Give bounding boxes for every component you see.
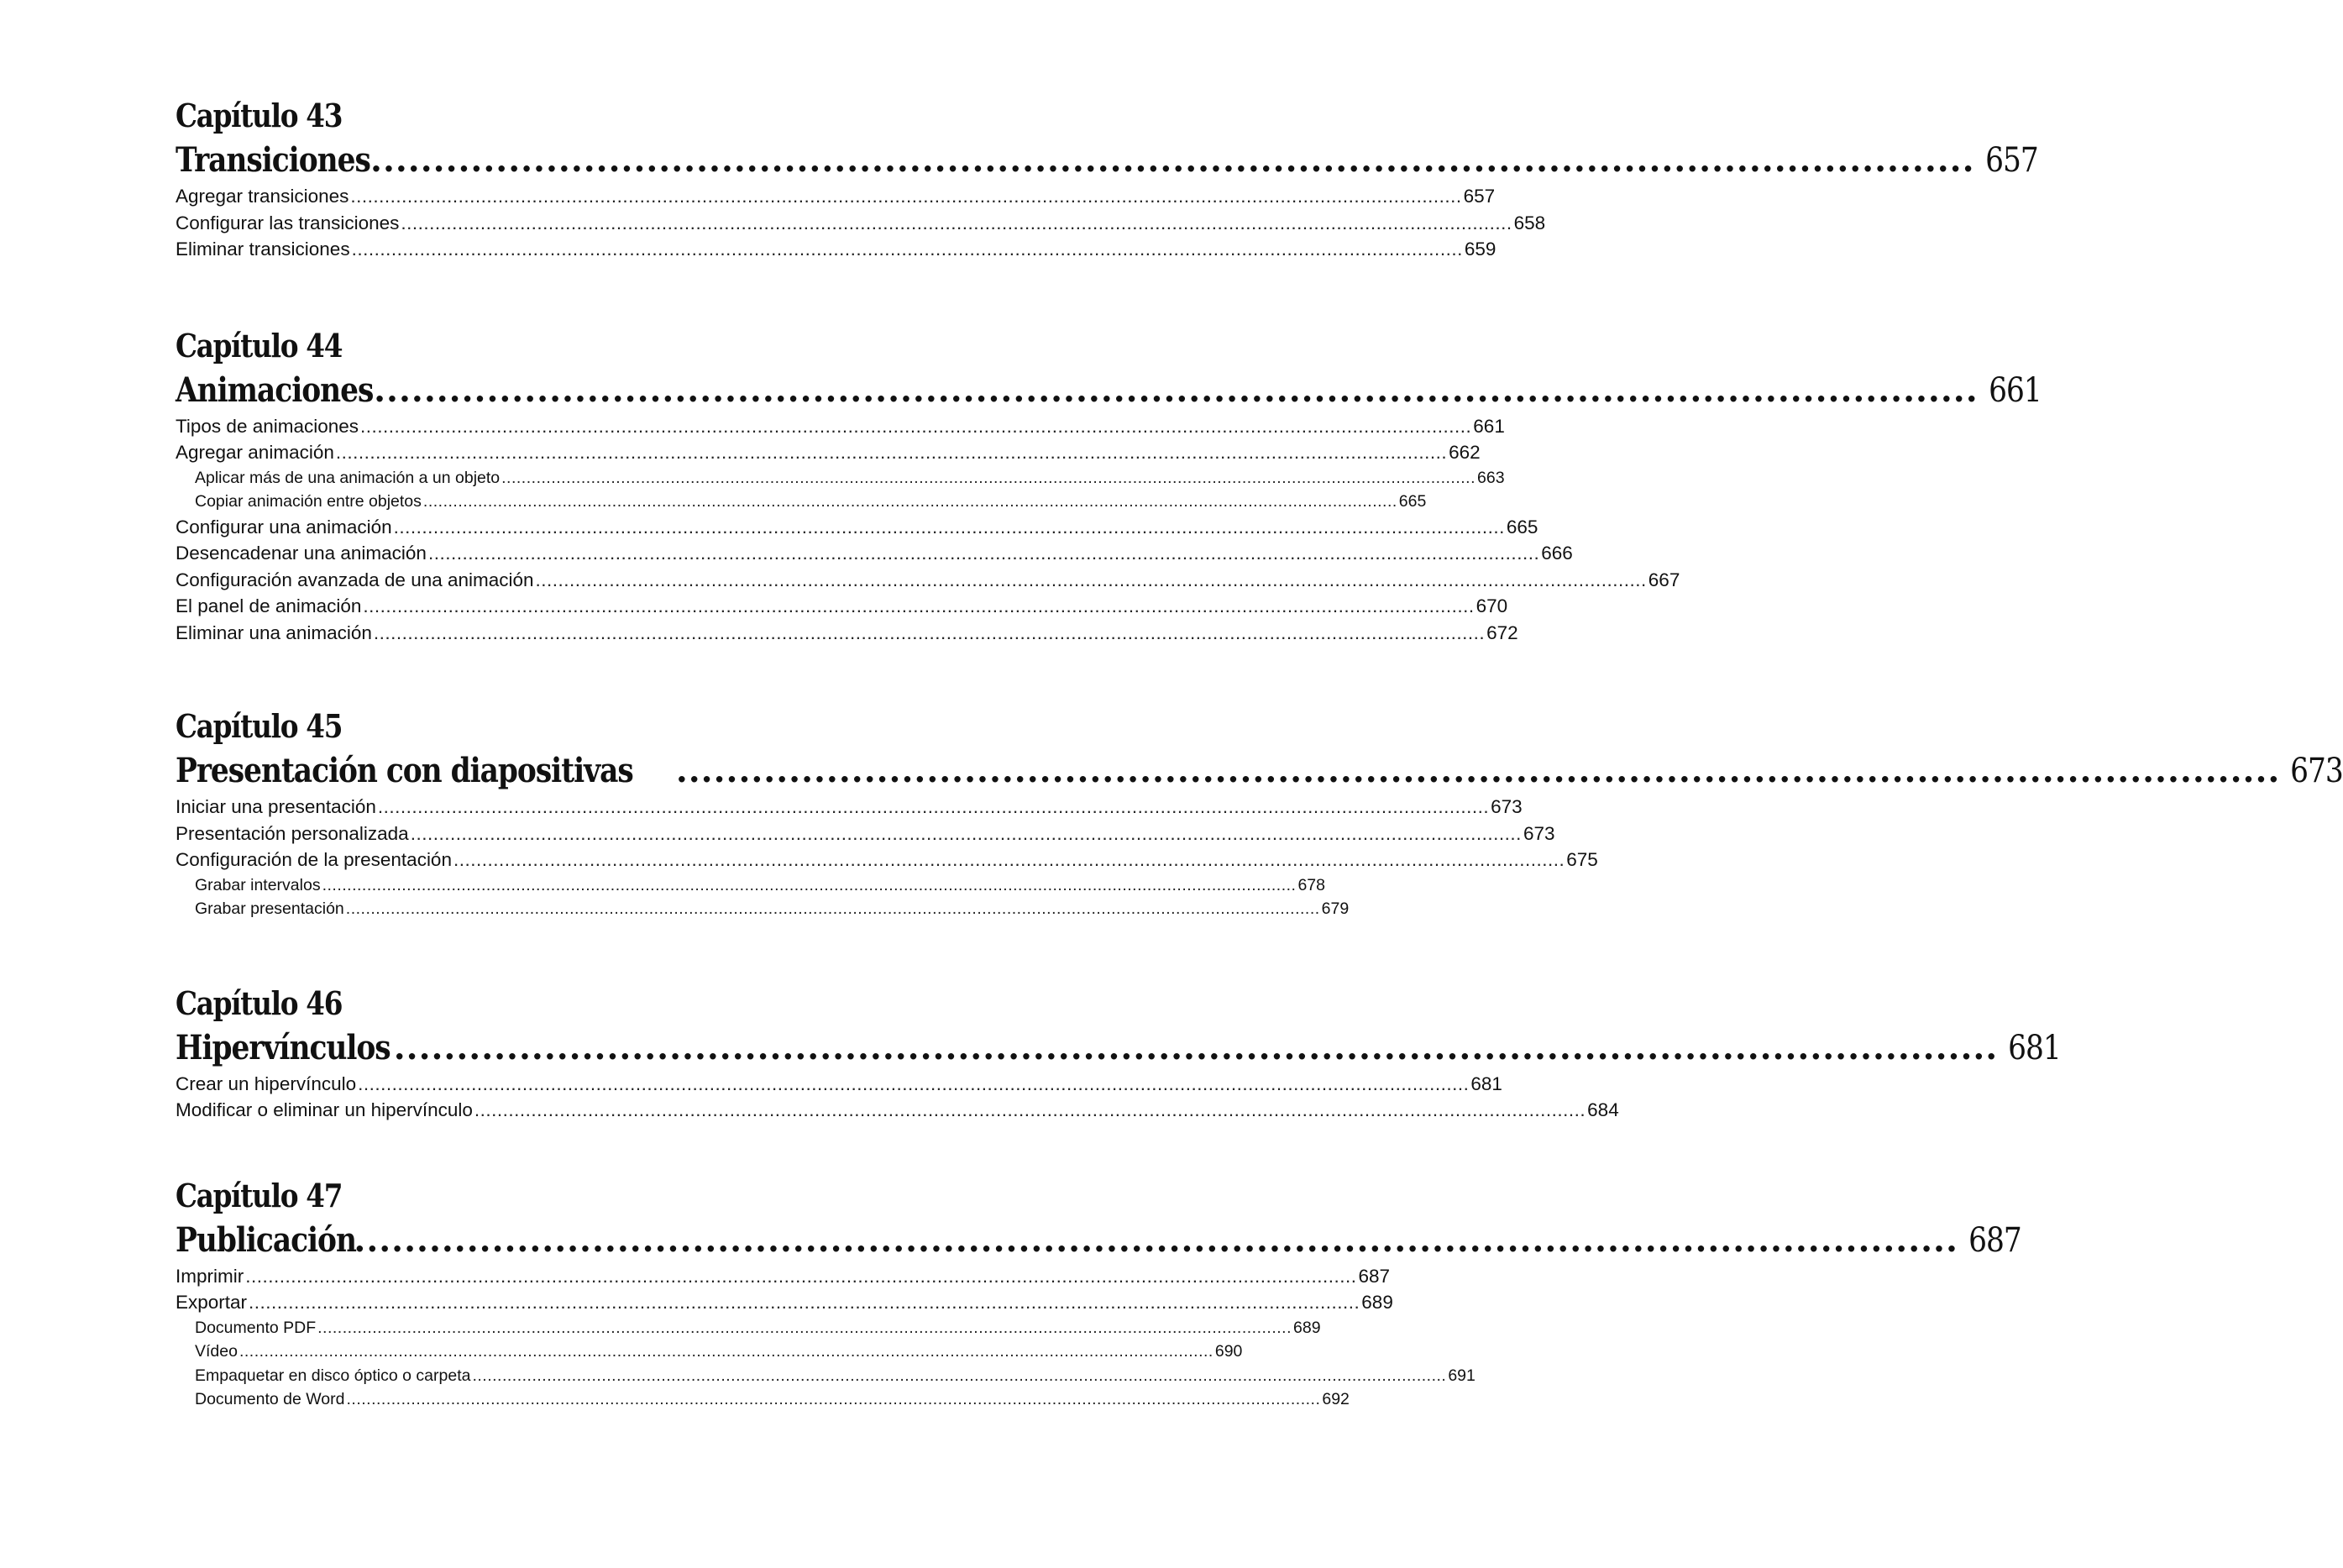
entry-title: Crear un hipervínculo (176, 1072, 357, 1094)
toc-entry[interactable] (176, 620, 1518, 647)
dot-leader: .................................................................................................................................................................................................... (335, 442, 1448, 463)
entry-title: Aplicar más de una animación a un objeto (195, 468, 501, 487)
entry-page-number: 667 (1648, 569, 1680, 590)
dot-leader: .................................................................................................................................................................................................... (377, 796, 1490, 817)
chapter-title: Publicación (176, 1219, 356, 1260)
entry-page-number: 658 (1513, 212, 1546, 233)
table-of-contents (176, 94, 2343, 1412)
entry-title: Desencadenar una animación (176, 543, 427, 564)
chapter-47 (176, 1174, 2021, 1412)
toc-entry[interactable] (176, 794, 1523, 821)
chapter-label: Capítulo 45 (176, 707, 343, 745)
entry-page-number: 679 (1321, 899, 1350, 918)
dot-leader: .................................................................................................................................................................................................... (360, 415, 1472, 437)
dot-leader: .................................................................................................................................................................................................... (422, 492, 1397, 511)
chapter-title: Transiciones (176, 140, 370, 180)
dot-leader: ................................................................................................................................ (393, 1027, 1999, 1067)
entry-title: Imprimir (176, 1265, 244, 1287)
entry-page-number: 684 (1587, 1099, 1619, 1120)
entry-page-number: 692 (1322, 1390, 1350, 1408)
dot-leader: ................................................................................................................................ (675, 751, 2281, 790)
entry-page-number: 662 (1449, 442, 1481, 463)
entry-title: Configurar las transiciones (176, 212, 400, 233)
entry-list (176, 413, 1680, 647)
toc-entry[interactable] (176, 1097, 1619, 1124)
toc-subentry[interactable] (176, 1316, 1321, 1340)
dot-leader: ................................................................................................................................ (370, 140, 1975, 180)
toc-entry[interactable] (176, 1263, 1391, 1290)
dot-leader: .................................................................................................................................................................................................... (351, 239, 1463, 260)
entry-page-number: 673 (1491, 796, 1523, 817)
entry-title: Grabar intervalos (195, 875, 321, 894)
entry-page-number: 678 (1297, 875, 1325, 894)
entry-title: Exportar (176, 1292, 248, 1313)
entry-title: Iniciar una presentación (176, 796, 376, 817)
chapter-page-number: 657 (1984, 141, 2038, 180)
toc-subentry[interactable] (176, 1340, 1243, 1364)
entry-page-number: 675 (1566, 849, 1598, 870)
chapter-46 (176, 982, 2061, 1124)
entry-page-number: 666 (1541, 543, 1573, 564)
entry-page-number: 690 (1214, 1342, 1243, 1361)
toc-subentry[interactable] (176, 466, 1505, 490)
dot-leader: .................................................................................................................................................................................................... (358, 1072, 1470, 1094)
dot-leader: .................................................................................................................................................................................................... (410, 822, 1522, 844)
chapter-label: Capítulo 46 (176, 983, 343, 1022)
dot-leader: .................................................................................................................................................................................................... (363, 595, 1475, 616)
entry-page-number: 663 (1477, 468, 1505, 487)
chapter-page-number: 687 (1968, 1220, 2021, 1260)
chapter-label: Capítulo 44 (176, 326, 343, 364)
entry-page-number: 670 (1476, 595, 1508, 616)
dot-leader: .................................................................................................................................................................................................... (472, 1366, 1447, 1385)
chapter-label: Capítulo 43 (176, 97, 343, 134)
toc-entry[interactable] (176, 439, 1481, 466)
entry-list (176, 1071, 1619, 1124)
entry-page-number: 673 (1523, 822, 1555, 844)
toc-entry[interactable] (176, 1289, 1393, 1316)
chapter-title: Hipervínculos (176, 1027, 390, 1067)
toc-subentry[interactable] (176, 897, 1350, 921)
toc-entry[interactable] (176, 593, 1508, 620)
entry-page-number: 689 (1361, 1292, 1393, 1313)
entry-title: Modificar o eliminar un hipervínculo (176, 1099, 473, 1120)
toc-entry[interactable] (176, 514, 1538, 541)
entry-title: Eliminar transiciones (176, 239, 350, 260)
entry-page-number: 681 (1470, 1072, 1502, 1094)
toc-entry[interactable] (176, 567, 1680, 594)
entry-page-number: 689 (1293, 1318, 1321, 1337)
toc-entry[interactable] (176, 413, 1505, 440)
toc-entry[interactable] (176, 236, 1496, 263)
chapter-title-row[interactable] (176, 138, 2038, 183)
toc-subentry[interactable] (176, 490, 1427, 514)
chapter-45 (176, 705, 2343, 921)
chapter-title-row[interactable] (176, 368, 2042, 413)
dot-leader: .................................................................................................................................................................................................... (453, 849, 1565, 870)
dot-leader: .................................................................................................................................................................................................... (346, 1390, 1321, 1408)
entry-title: Vídeo (195, 1342, 238, 1361)
dot-leader: .................................................................................................................................................................................................... (474, 1099, 1586, 1120)
entry-title: Empaquetar en disco óptico o carpeta (195, 1366, 471, 1385)
entry-title: Agregar transiciones (176, 186, 349, 207)
entry-page-number: 659 (1464, 239, 1496, 260)
toc-subentry[interactable] (176, 873, 1325, 898)
chapter-page-number: 673 (2290, 752, 2343, 790)
entry-page-number: 665 (1398, 492, 1427, 511)
entry-page-number: 661 (1473, 415, 1505, 437)
entry-page-number: 665 (1506, 516, 1538, 538)
dot-leader: .................................................................................................................................................................................................... (245, 1265, 1357, 1287)
chapter-43 (176, 94, 2038, 263)
entry-page-number: 687 (1358, 1265, 1391, 1287)
dot-leader: .................................................................................................................................................................................................... (401, 212, 1512, 233)
entry-title: Configuración avanzada de una animación (176, 569, 534, 590)
toc-subentry[interactable] (176, 1364, 1476, 1388)
dot-leader: .................................................................................................................................................................................................... (427, 543, 1540, 564)
entry-page-number: 691 (1448, 1366, 1476, 1385)
entry-title: Configurar una animación (176, 516, 392, 538)
entry-title: Documento PDF (195, 1318, 317, 1337)
entry-title: Agregar animación (176, 442, 334, 463)
entry-title: Copiar animación entre objetos (195, 492, 422, 511)
chapter-title: Presentación con diapositivas (176, 751, 633, 790)
entry-list (176, 183, 1546, 263)
chapter-page-number: 661 (1988, 370, 2042, 410)
entry-title: Eliminar una animación (176, 621, 372, 643)
toc-entry[interactable] (176, 183, 1496, 210)
entry-title: Tipos de animaciones (176, 415, 359, 437)
dot-leader: .................................................................................................................................................................................................... (345, 899, 1320, 918)
entry-page-number: 672 (1486, 621, 1518, 643)
entry-title: El panel de animación (176, 595, 362, 616)
toc-entry[interactable] (176, 540, 1573, 567)
chapter-title: Animaciones (176, 370, 374, 410)
dot-leader: .................................................................................................................................................................................................... (350, 186, 1462, 207)
toc-entry[interactable] (176, 821, 1555, 847)
entry-title: Documento de Word (195, 1390, 345, 1408)
dot-leader: .................................................................................................................................................................................................... (249, 1292, 1360, 1313)
dot-leader: ................................................................................................................................ (354, 1219, 1958, 1260)
chapter-44 (176, 324, 2042, 647)
dot-leader: .................................................................................................................................................................................................... (393, 516, 1505, 538)
dot-leader: .................................................................................................................................................................................................... (501, 468, 1476, 487)
chapter-title-row[interactable] (176, 1025, 2061, 1071)
dot-leader: .................................................................................................................................................................................................... (373, 621, 1486, 643)
dot-leader: .................................................................................................................................................................................................... (317, 1318, 1292, 1337)
chapter-title-row[interactable] (176, 748, 2343, 794)
toc-entry[interactable] (176, 210, 1546, 237)
entry-page-number: 657 (1463, 186, 1496, 207)
entry-list (176, 794, 1598, 921)
toc-subentry[interactable] (176, 1387, 1350, 1412)
toc-entry[interactable] (176, 1071, 1502, 1098)
chapter-page-number: 681 (2008, 1028, 2061, 1067)
dot-leader: .................................................................................................................................................................................................... (535, 569, 1647, 590)
toc-entry[interactable] (176, 847, 1598, 873)
dot-leader: .................................................................................................................................................................................................... (322, 875, 1297, 894)
entry-title: Grabar presentación (195, 899, 344, 918)
entry-title: Presentación personalizada (176, 822, 409, 844)
entry-list (176, 1263, 1476, 1412)
chapter-title-row[interactable] (176, 1218, 2021, 1263)
chapter-label: Capítulo 47 (176, 1176, 343, 1214)
dot-leader: ................................................................................................................................ (374, 370, 1979, 410)
dot-leader: .................................................................................................................................................................................................... (238, 1342, 1213, 1361)
entry-title: Configuración de la presentación (176, 849, 452, 870)
